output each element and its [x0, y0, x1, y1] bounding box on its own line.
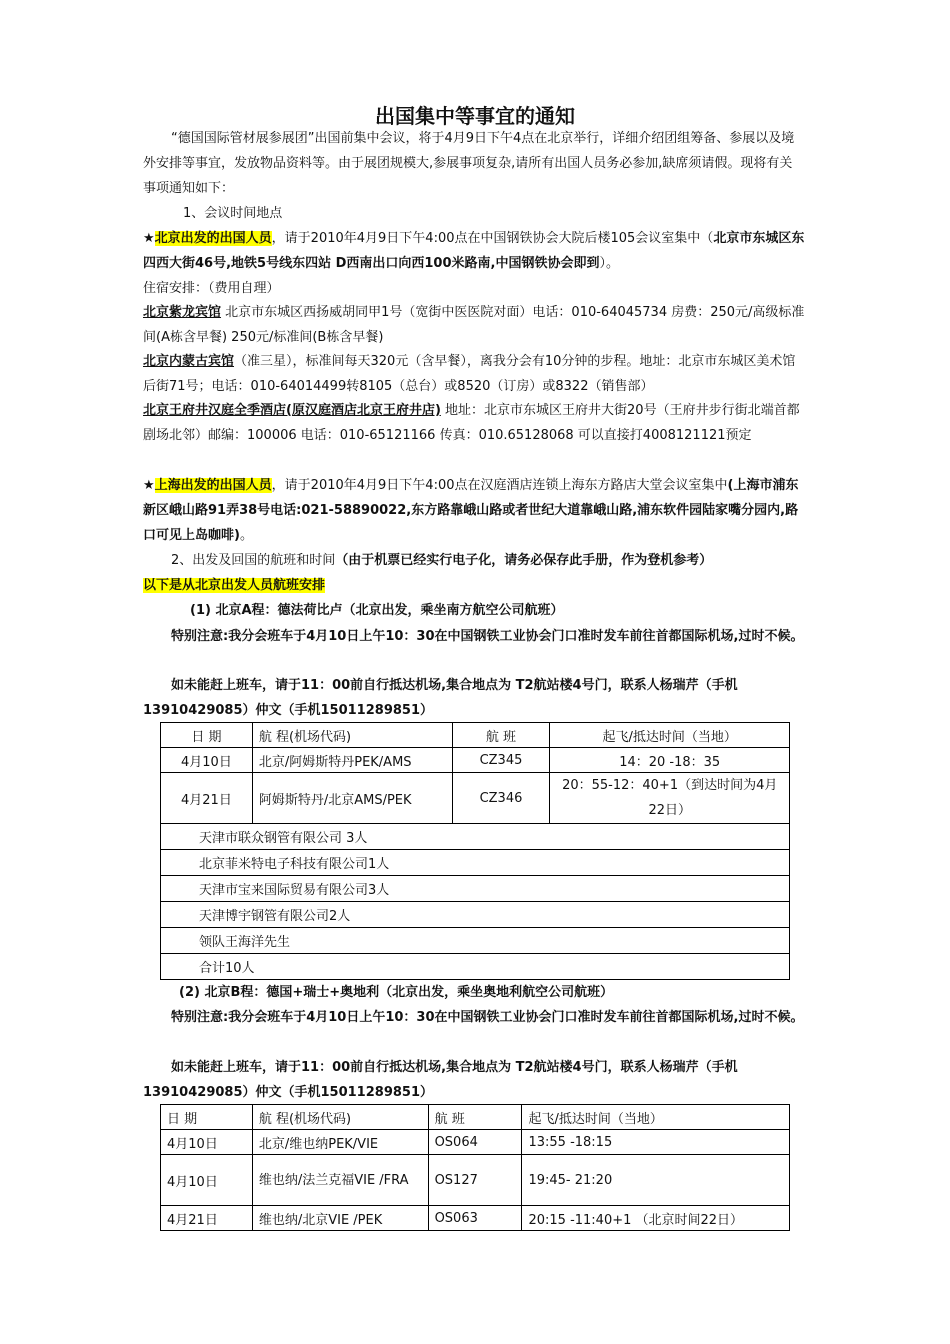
- section2-heading: 2、出发及回国的航班和时间: [171, 553, 336, 568]
- beijing-flights-heading: 以下是从北京出发人员航班安排: [143, 578, 326, 593]
- member-item: 天津市宝来国际贸易有限公司3人: [161, 876, 790, 902]
- cell-time: 20：55-12：40+1（到达时间为4月22日）: [550, 773, 790, 824]
- member-row: [161, 824, 790, 850]
- member-row: [161, 850, 790, 876]
- header-date: 日 期: [161, 723, 253, 748]
- hotel-2-name: 北京内蒙古宾馆: [143, 354, 235, 369]
- route-a-notice: 特别注意:我分会班车于4月10日上午10：30在中国钢铁工业协会门口准时发车前往首都国际机场,过时不候。: [171, 629, 804, 644]
- section1-heading: 1、会议时间地点: [183, 206, 283, 221]
- beijing-meeting-address: 北京市东城区东四西大街46号,地铁5号线东四站 D西南出口向西100米路南,中国钢铁协会即到: [143, 231, 805, 271]
- member-row: [161, 902, 790, 928]
- cell-route: 维也纳/法兰克福VIE /FRA: [252, 1155, 428, 1206]
- cell-time: 20:15 -11:40+1 （北京时间22日）: [522, 1206, 790, 1231]
- shanghai-meeting-end: 。: [239, 528, 253, 543]
- table-row: [161, 748, 790, 773]
- route-b-notice: 特别注意:我分会班车于4月10日上午10：30在中国钢铁工业协会门口准时发车前往首都国际机场,过时不候。: [171, 1010, 804, 1025]
- cell-date: 4月10日: [161, 1155, 253, 1206]
- star-mark: ★: [143, 231, 155, 246]
- cell-flight: CZ346: [452, 773, 550, 824]
- hotel-3-details: 地址：北京市东城区王府井大街20号（王府井步行街北端首都剧场北邻）邮编：100006 电话：010-65121166 传真：010.65128068 可以直接打4008121121预定: [143, 403, 800, 443]
- cell-flight: OS127: [428, 1155, 522, 1206]
- cell-route: 阿姆斯特丹/北京AMS/PEK: [252, 773, 452, 824]
- header-route: 航 程(机场代码): [252, 1105, 428, 1130]
- beijing-meeting-end: ）。: [599, 256, 619, 271]
- cell-flight: OS063: [428, 1206, 522, 1231]
- shanghai-meeting-paragraph: [143, 473, 805, 548]
- route-b-flight-table: [160, 1104, 790, 1231]
- beijing-group-label: 北京出发的出国人员: [154, 231, 272, 246]
- cell-time: 13:55 -18:15: [522, 1130, 790, 1155]
- table-row: [161, 1206, 790, 1231]
- cell-time: 14：20 -18：35: [550, 748, 790, 773]
- member-row: [161, 928, 790, 954]
- cell-route: 北京/阿姆斯特丹PEK/AMS: [252, 748, 452, 773]
- header-date: 日 期: [161, 1105, 253, 1130]
- cell-flight: CZ345: [452, 748, 550, 773]
- lodging-note: 住宿安排：（费用自理）: [143, 281, 280, 296]
- header-time: 起飞/抵达时间（当地）: [522, 1105, 790, 1130]
- star-mark: ★: [143, 478, 155, 493]
- member-item: 天津市联众钢管有限公司 3人: [161, 824, 790, 850]
- member-row: [161, 876, 790, 902]
- beijing-flights-heading-line: [143, 573, 805, 598]
- hotel-2-paragraph: [143, 349, 805, 399]
- section2-paragraph: [143, 548, 805, 573]
- route-b-title: (2) 北京B程：德国+瑞士+奥地利（北京出发，乘坐奥地利航空公司航班）: [179, 985, 614, 1000]
- hotel-1-details: 北京市东城区西扬威胡同甲1号（宽街中医医院对面）电话：010-64045734 房费：250元/高级标准间(A栋含早餐) 250元/标准间(B栋含早餐): [143, 305, 805, 345]
- hotel-3-paragraph: [143, 398, 805, 448]
- header-time: 起飞/抵达时间（当地）: [550, 723, 790, 748]
- member-item: 合计10人: [161, 954, 790, 980]
- header-route: 航 程(机场代码): [252, 723, 452, 748]
- beijing-meeting-paragraph: [143, 226, 805, 276]
- cell-date: 4月10日: [161, 748, 253, 773]
- member-item: 北京菲米特电子科技有限公司1人: [161, 850, 790, 876]
- table-header-row: [161, 1105, 790, 1130]
- shanghai-meeting-address: (上海市浦东新区峨山路91弄38号电话:021-58890022,东方路靠峨山路或者世纪大道靠峨山路,浦东软件园陆家嘴分园内,路口可见上岛咖啡): [143, 478, 799, 543]
- hotel-3-name: 北京王府井汉庭全季酒店(原汉庭酒店北京王府井店): [143, 403, 441, 418]
- cell-date: 4月21日: [161, 773, 253, 824]
- cell-route: 北京/维也纳PEK/VIE: [252, 1130, 428, 1155]
- route-a-contact: 如未能赶上班车，请于11：00前自行抵达机场,集合地点为 T2航站楼4号门，联系人杨瑞芹（手机13910429085）仲文（手机15011289851）: [143, 678, 738, 718]
- header-flight: 航 班: [452, 723, 550, 748]
- table-row: [161, 773, 790, 824]
- shanghai-group-label: 上海出发的出国人员: [154, 478, 272, 493]
- cell-route: 维也纳/北京VIE /PEK: [252, 1206, 428, 1231]
- intro-paragraph: “德国国际管材展参展团”出国前集中会议，将于4月9日下午4点在北京举行，详细介绍团组筹备、参展以及境外安排等事宜，发放物品资料等。由于展团规模大,参展事项复杂,请所有出国人员务必参加,缺席须请假。现将有关事项通知如下：: [143, 131, 795, 196]
- route-b-contact: 如未能赶上班车，请于11：00前自行抵达机场,集合地点为 T2航站楼4号门，联系人杨瑞芹（手机13910429085）仲文（手机15011289851）: [143, 1060, 738, 1100]
- cell-time: 19:45- 21:20: [522, 1155, 790, 1206]
- cell-flight: OS064: [428, 1130, 522, 1155]
- table-header-row: [161, 723, 790, 748]
- route-a-flight-table: [160, 722, 790, 980]
- hotel-2-details: （准三星），标准间每天320元（含早餐），离我分会有10分钟的步程。地址：北京市东城区美术馆后街71号；电话：010-64014499转8105（总台）或8520（订房）或8322（销售部）: [143, 354, 796, 394]
- shanghai-meeting-text: ，请于2010年4月9日下午4:00点在汉庭酒店连锁上海东方路店大堂会议室集中: [271, 478, 728, 493]
- hotel-1-paragraph: [143, 300, 805, 350]
- header-flight: 航 班: [428, 1105, 522, 1130]
- member-item: 领队王海洋先生: [161, 928, 790, 954]
- member-item: 天津博宇钢管有限公司2人: [161, 902, 790, 928]
- cell-date: 4月10日: [161, 1130, 253, 1155]
- section2-note: （由于机票已经实行电子化，请务必保存此手册，作为登机参考）: [335, 553, 713, 568]
- beijing-meeting-text: ，请于2010年4月9日下午4:00点在中国钢铁协会大院后楼105会议室集中（: [271, 231, 714, 246]
- table-row: [161, 1155, 790, 1206]
- cell-date: 4月21日: [161, 1206, 253, 1231]
- page-title: 出国集中等事宜的通知: [375, 104, 575, 128]
- table-row: [161, 1130, 790, 1155]
- hotel-1-name: 北京紫龙宾馆: [143, 305, 222, 320]
- member-row: [161, 954, 790, 980]
- route-a-title: (1) 北京A程：德法荷比卢（北京出发，乘坐南方航空公司航班）: [190, 603, 564, 618]
